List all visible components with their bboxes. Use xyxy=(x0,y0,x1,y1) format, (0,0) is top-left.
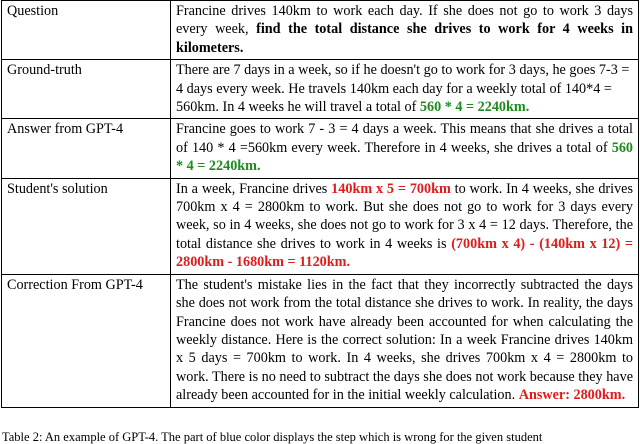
table-caption: Table 2: An example of GPT-4. The part of blue color displays the step which is wrong for the given student xyxy=(2,430,543,444)
ground-truth-cell xyxy=(171,60,639,119)
student-text-2: to work. In 4 weeks, she drives 700km x 4 = 2800km to work. But she does not go to work for 3 days every week, so in 4 weeks, she does not go to work for 3 x 4 = 12 days. Therefore, the total distance she drives to work in 4 weeks is xyxy=(176,180,633,252)
table-row-gpt4-answer xyxy=(2,119,639,178)
question-cell xyxy=(171,1,639,60)
ground-truth-answer: 560 * 4 = 2240km. xyxy=(419,99,530,116)
question-bold-text: find the total distance she drives to work for 4 weeks in kilometers. xyxy=(176,21,633,56)
question-text: Francine drives 140km to work each day. If she does not go to work 3 days every week, xyxy=(176,3,633,38)
row-label-question: Question xyxy=(2,1,171,60)
row-label-student: Student's solution xyxy=(2,178,171,274)
table-row-question xyxy=(2,1,639,60)
row-label-correction: Correction From GPT-4 xyxy=(2,274,171,407)
correction-cell xyxy=(171,274,639,407)
student-wrong-step-1: 140km x 5 = 700km xyxy=(331,180,451,197)
table-row-student xyxy=(2,178,639,274)
student-cell xyxy=(171,178,639,274)
gpt4-answer-cell xyxy=(171,119,639,178)
ground-truth-text: There are 7 days in a week, so if he doesn't go to work for 3 days, he goes 7-3 = 4 days every week. He travels 140km each day for a weekly total of 140*4 = 560km. In 4 weeks he will travel a total of xyxy=(176,62,630,116)
correction-text: The student's mistake lies in the fact that they incorrectly subtracted the days she does not work from the total distance she drives to work. In reality, the days Francine does not work have already been accounted for when calculating the weekly distance. Here is the correct solution: In a week Francine drives 140km x 5 days = 700km to work. In 4 weeks, she drives 700km x 4 = 2800km to work. There is no need to subtract the days she does not work because they have already been accounted for in the initial weekly calculation. xyxy=(176,276,633,404)
table-row-correction xyxy=(2,274,639,407)
row-label-gpt4-answer: Answer from GPT-4 xyxy=(2,119,171,178)
student-text-1: In a week, Francine drives xyxy=(176,180,332,197)
table-row-ground-truth xyxy=(2,60,639,119)
row-label-ground-truth: Ground-truth xyxy=(2,60,171,119)
correction-answer: Answer: 2800km. xyxy=(518,387,626,404)
gpt4-answer-text: Francine goes to work 7 - 3 = 4 days a week. This means that she drives a total of 140 * 4 =560km every week. Therefore in 4 weeks, she drives a total of xyxy=(176,121,633,156)
qa-table xyxy=(1,0,639,408)
student-wrong-step-2: (700km x 4) - (140km x 12) = 2800km - 1680km = 1120km. xyxy=(176,235,634,271)
gpt4-answer-result: 560 * 4 = 2240km. xyxy=(176,139,633,175)
